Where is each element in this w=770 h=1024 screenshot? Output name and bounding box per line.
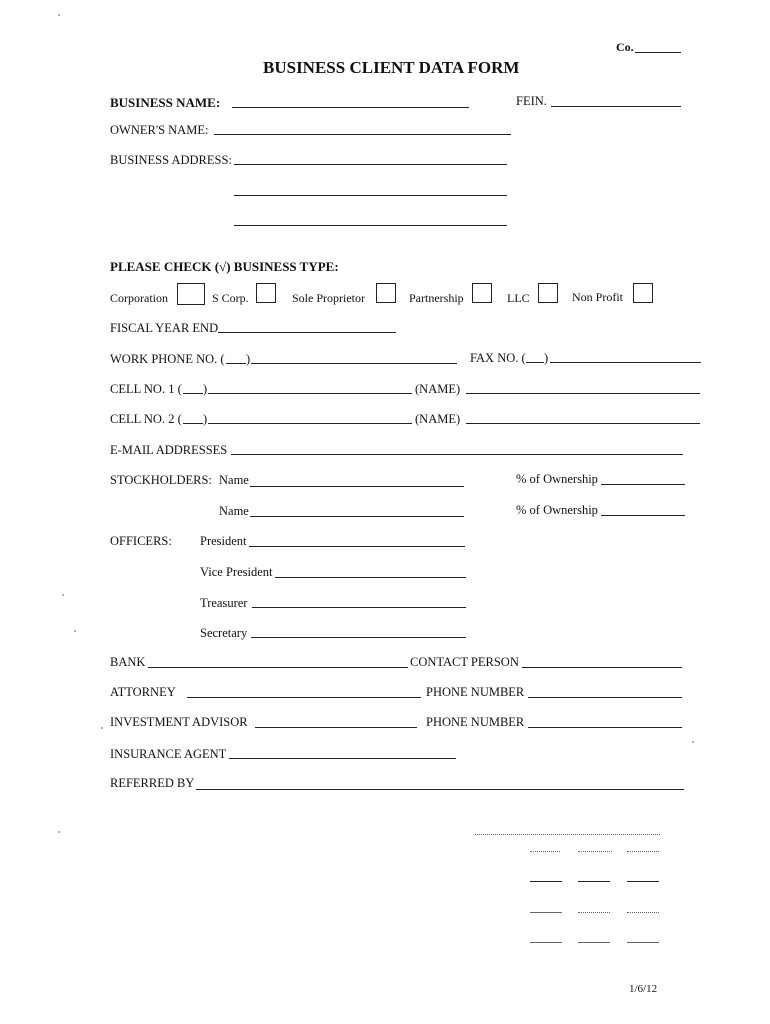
email-label: E-MAIL ADDRESSES (110, 443, 228, 457)
office-mark (578, 851, 612, 852)
office-mark (578, 881, 610, 882)
fax-paren: ) (544, 351, 549, 365)
investment-advisor-field[interactable] (255, 727, 417, 728)
llc-label: LLC (507, 291, 530, 305)
contact-person-field[interactable] (522, 667, 682, 668)
fax-label: FAX NO. ( (470, 351, 526, 365)
email-field[interactable] (231, 454, 683, 455)
stockholder-2-name-label: Name (219, 504, 249, 518)
fiscal-year-end-label: FISCAL YEAR END (110, 321, 219, 335)
cell-1-name-label: (NAME) (415, 382, 461, 396)
vice-president-label: Vice President (200, 565, 273, 579)
non-profit-label: Non Profit (572, 290, 623, 304)
cell-2-field[interactable] (208, 423, 412, 424)
scan-speck (58, 831, 60, 833)
office-mark (578, 912, 610, 913)
cell-1-label: CELL NO. 1 ( (110, 382, 182, 396)
stockholders-label: STOCKHOLDERS: (110, 473, 212, 487)
office-mark (530, 851, 560, 852)
stockholder-1-name-field[interactable] (250, 486, 464, 487)
vice-president-field[interactable] (275, 577, 466, 578)
sole-proprietor-checkbox[interactable] (376, 283, 396, 303)
cell-1-name-field[interactable] (466, 393, 700, 394)
bank-label: BANK (110, 655, 146, 669)
treasurer-field[interactable] (252, 607, 466, 608)
scan-speck (58, 14, 60, 16)
corporation-label: Corporation (110, 291, 168, 305)
office-mark (475, 834, 660, 835)
cell-2-name-field[interactable] (466, 423, 700, 424)
cell-2-paren: ) (203, 412, 208, 426)
contact-person-label: CONTACT PERSON (410, 655, 519, 669)
work-phone-field[interactable] (251, 363, 457, 364)
fax-area-code-field[interactable] (526, 362, 544, 363)
president-field[interactable] (249, 546, 465, 547)
insurance-agent-field[interactable] (229, 758, 456, 759)
owner-name-label: OWNER'S NAME: (110, 123, 209, 137)
fax-field[interactable] (550, 362, 701, 363)
cell-2-label: CELL NO. 2 ( (110, 412, 182, 426)
secretary-label: Secretary (200, 626, 248, 640)
corporation-checkbox[interactable] (177, 283, 205, 305)
office-mark (530, 942, 562, 943)
treasurer-label: Treasurer (200, 596, 248, 610)
referred-by-label: REFERRED BY (110, 776, 195, 790)
fein-field[interactable] (551, 106, 681, 107)
office-mark (578, 942, 610, 943)
referred-by-field[interactable] (196, 789, 684, 790)
company-number-field[interactable] (635, 52, 681, 53)
cell-1-paren: ) (203, 382, 208, 396)
officers-label: OFFICERS: (110, 534, 172, 548)
fein-label: FEIN. (516, 94, 547, 108)
attorney-label: ATTORNEY (110, 685, 176, 699)
stockholder-2-name-field[interactable] (250, 516, 464, 517)
office-mark (627, 942, 659, 943)
attorney-phone-field[interactable] (528, 697, 682, 698)
office-mark (627, 851, 659, 852)
stockholder-1-name-label: Name (219, 473, 249, 487)
revision-date: 1/6/12 (629, 983, 658, 995)
office-mark (530, 881, 562, 882)
owner-name-field[interactable] (214, 134, 511, 135)
business-address-line-1[interactable] (234, 164, 507, 165)
investment-advisor-phone-field[interactable] (528, 727, 682, 728)
scan-speck (692, 741, 694, 743)
cell-2-area-code-field[interactable] (183, 423, 203, 424)
cell-1-field[interactable] (208, 393, 412, 394)
office-mark (627, 912, 659, 913)
office-mark (627, 881, 659, 882)
president-label: President (200, 534, 247, 548)
company-number-label: Co. (616, 40, 634, 54)
investment-advisor-phone-label: PHONE NUMBER (426, 715, 525, 729)
attorney-phone-label: PHONE NUMBER (426, 685, 525, 699)
business-name-field[interactable] (232, 107, 469, 108)
stockholder-2-ownership-label: % of Ownership (516, 503, 598, 517)
work-phone-paren: ) (246, 352, 251, 366)
s-corp-label: S Corp. (212, 291, 249, 305)
cell-1-area-code-field[interactable] (183, 393, 203, 394)
business-type-heading: PLEASE CHECK (√) BUSINESS TYPE: (110, 259, 339, 274)
stockholder-1-ownership-field[interactable] (601, 484, 685, 485)
work-phone-area-code-field[interactable] (226, 363, 246, 364)
business-address-line-2[interactable] (234, 195, 507, 196)
scan-speck (62, 594, 64, 596)
non-profit-checkbox[interactable] (633, 283, 653, 303)
insurance-agent-label: INSURANCE AGENT (110, 747, 227, 761)
business-address-label: BUSINESS ADDRESS: (110, 153, 232, 167)
bank-field[interactable] (148, 667, 408, 668)
s-corp-checkbox[interactable] (256, 283, 276, 303)
stockholder-1-ownership-label: % of Ownership (516, 472, 598, 486)
scan-speck (74, 630, 76, 632)
attorney-field[interactable] (187, 697, 421, 698)
partnership-label: Partnership (409, 291, 464, 305)
business-name-label: BUSINESS NAME: (110, 95, 221, 110)
secretary-field[interactable] (251, 637, 466, 638)
business-address-line-3[interactable] (234, 225, 507, 226)
scan-speck (101, 727, 103, 729)
investment-advisor-label: INVESTMENT ADVISOR (110, 715, 248, 729)
fiscal-year-end-field[interactable] (218, 332, 396, 333)
form-title: BUSINESS CLIENT DATA FORM (263, 58, 520, 77)
cell-2-name-label: (NAME) (415, 412, 461, 426)
sole-proprietor-label: Sole Proprietor (292, 291, 365, 305)
stockholder-2-ownership-field[interactable] (601, 515, 685, 516)
partnership-checkbox[interactable] (472, 283, 492, 303)
work-phone-label: WORK PHONE NO. ( (110, 352, 225, 366)
office-mark (530, 912, 562, 913)
llc-checkbox[interactable] (538, 283, 558, 303)
